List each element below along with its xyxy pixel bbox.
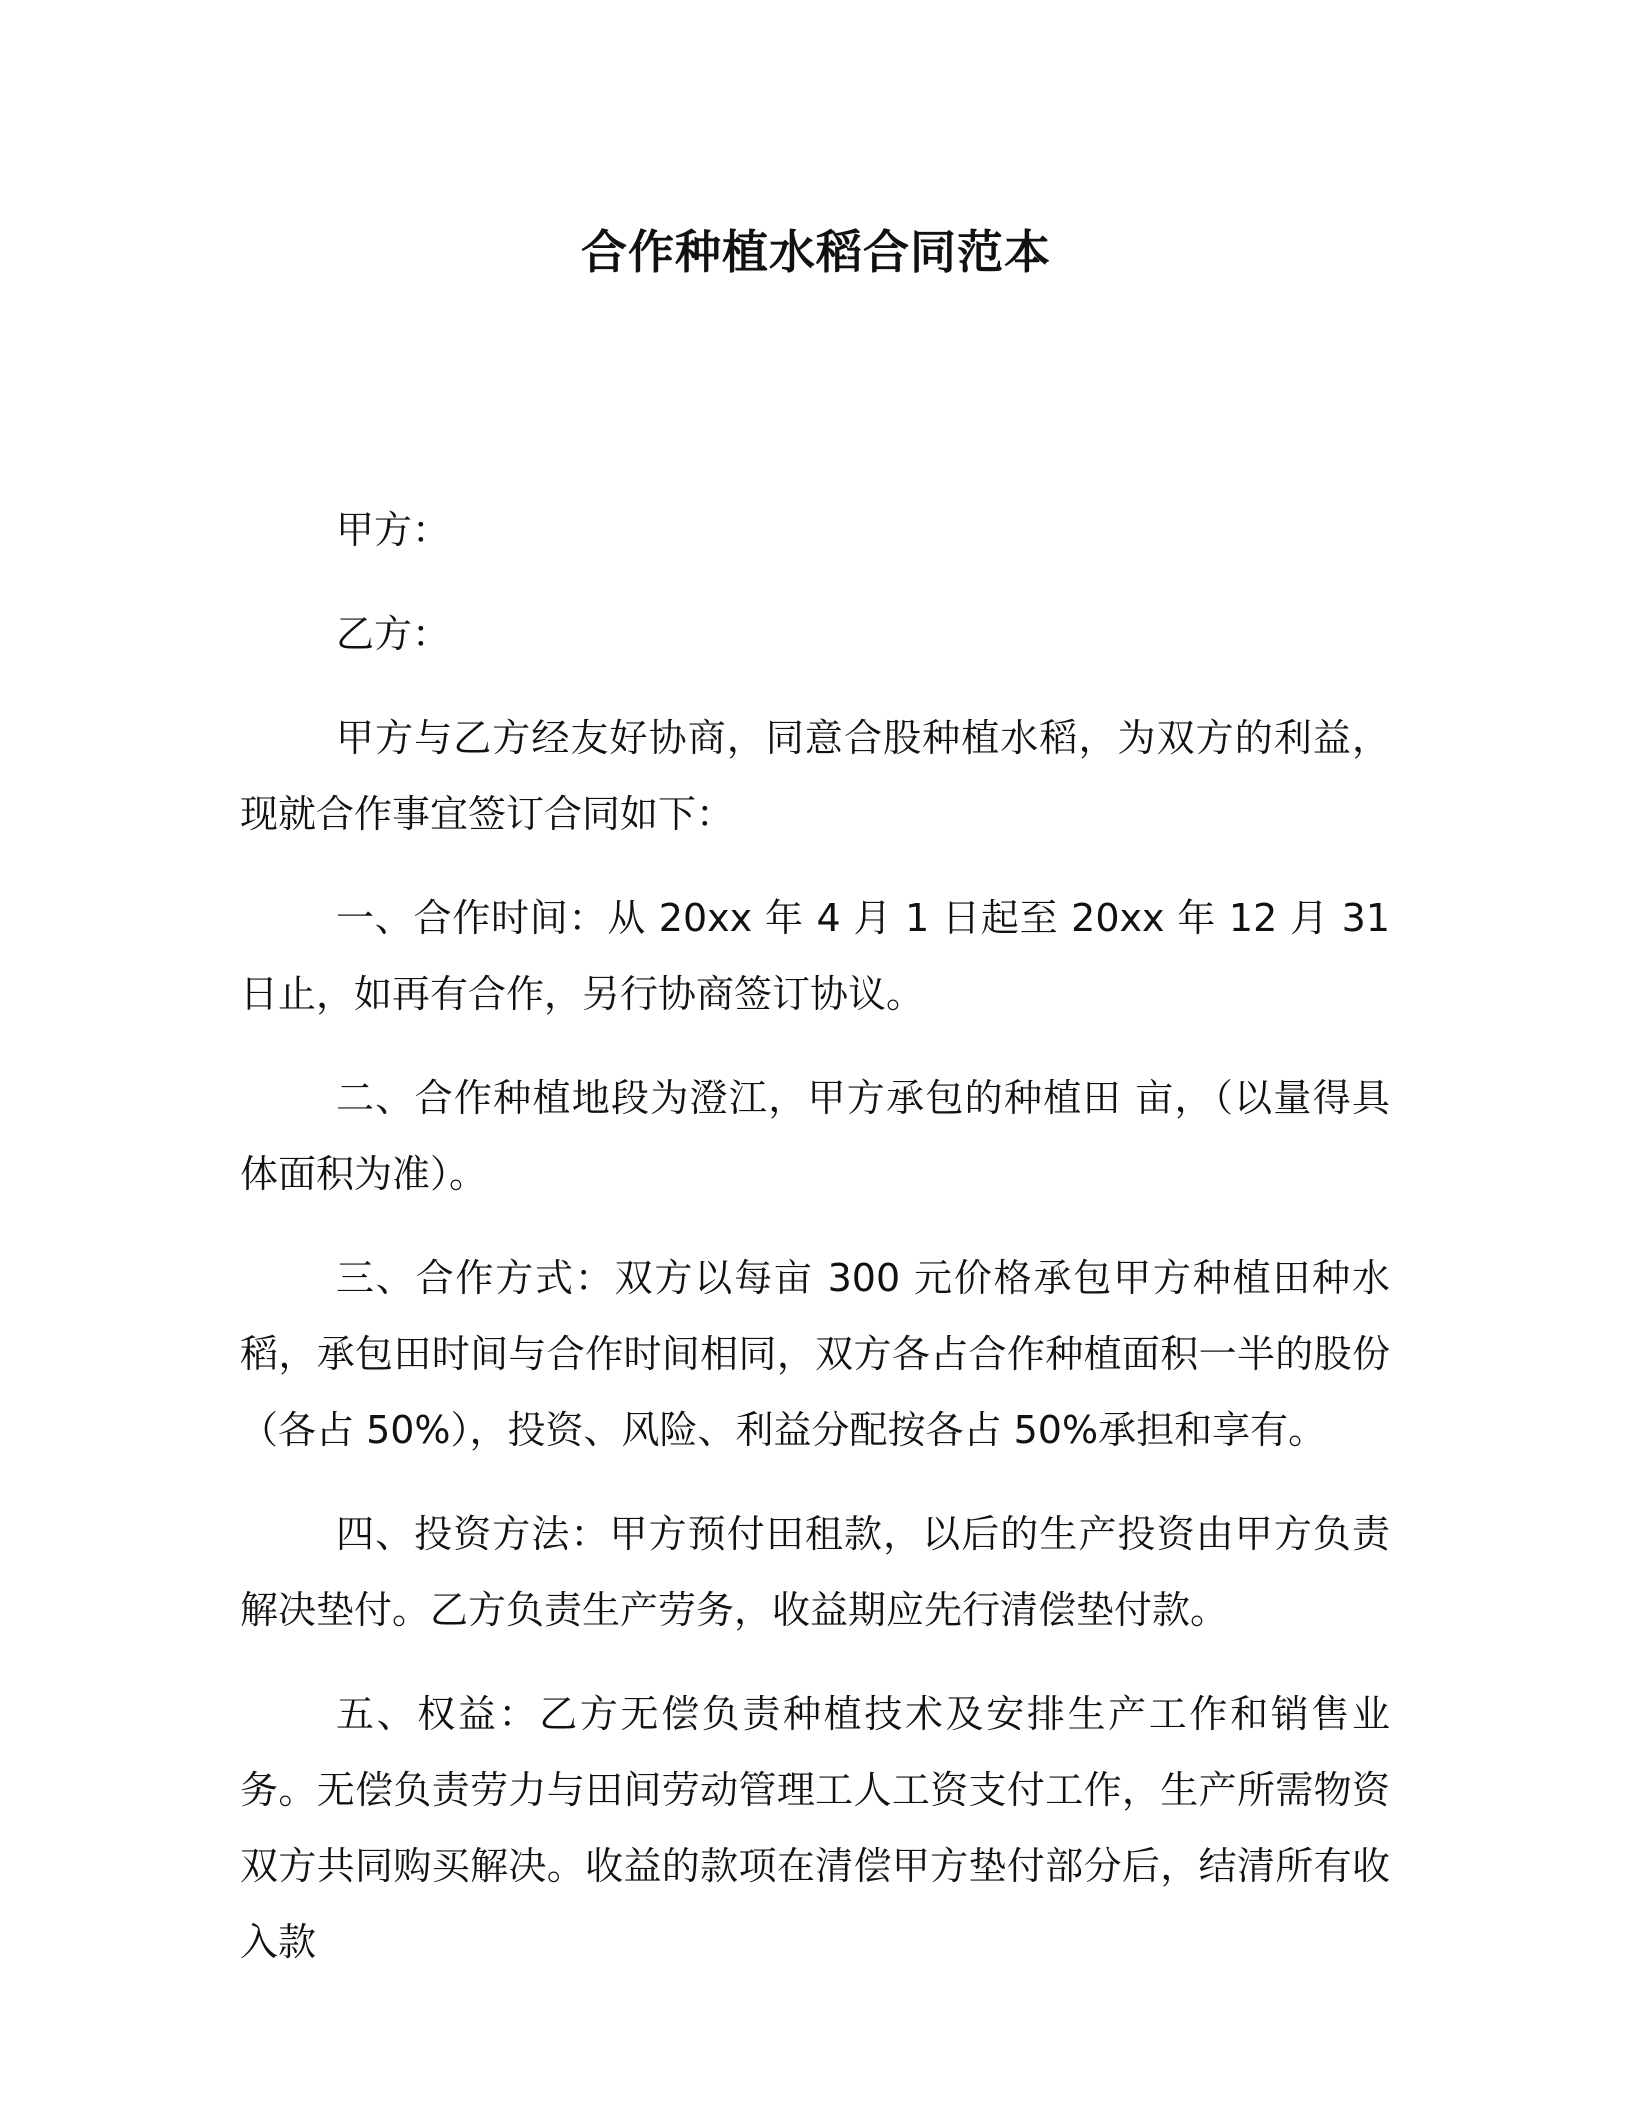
clause-planting-location: 二、合作种植地段为澄江，甲方承包的种植田 亩，（以量得具体面积为准）。 [240, 1076, 1390, 1196]
intro-paragraph: 甲方与乙方经友好协商，同意合股种植水稻，为双方的利益，现就合作事宜签订合同如下： [240, 716, 1390, 836]
document-title: 合作种植水稻合同范本 [581, 225, 1051, 279]
party-a-line: 甲方： [336, 508, 451, 552]
document-body [240, 492, 1390, 2008]
clause-cooperation-time: 一、合作时间：从 20xx 年 4 月 1 日起至 20xx 年 12 月 31 日止，如再有合作，另行协商签订协议。 [240, 896, 1390, 1016]
clause-investment-method: 四、投资方法：甲方预付田租款，以后的生产投资由甲方负责解决垫付。乙方负责生产劳务，收益期应先行清偿垫付款。 [240, 1512, 1390, 1632]
clause-cooperation-method: 三、合作方式：双方以每亩 300 元价格承包甲方种植田种水稻，承包田时间与合作时间相同，双方各占合作种植面积一半的股份（各占 50%），投资、风险、利益分配按各占 50%承担和享有。 [240, 1256, 1390, 1452]
clause-rights: 五、权益：乙方无偿负责种植技术及安排生产工作和销售业务。无偿负责劳力与田间劳动管理工人工资支付工作，生产所需物资双方共同购买解决。收益的款项在清偿甲方垫付部分后，结清所有收入款 [240, 1692, 1390, 1964]
party-b-line: 乙方： [336, 612, 451, 656]
